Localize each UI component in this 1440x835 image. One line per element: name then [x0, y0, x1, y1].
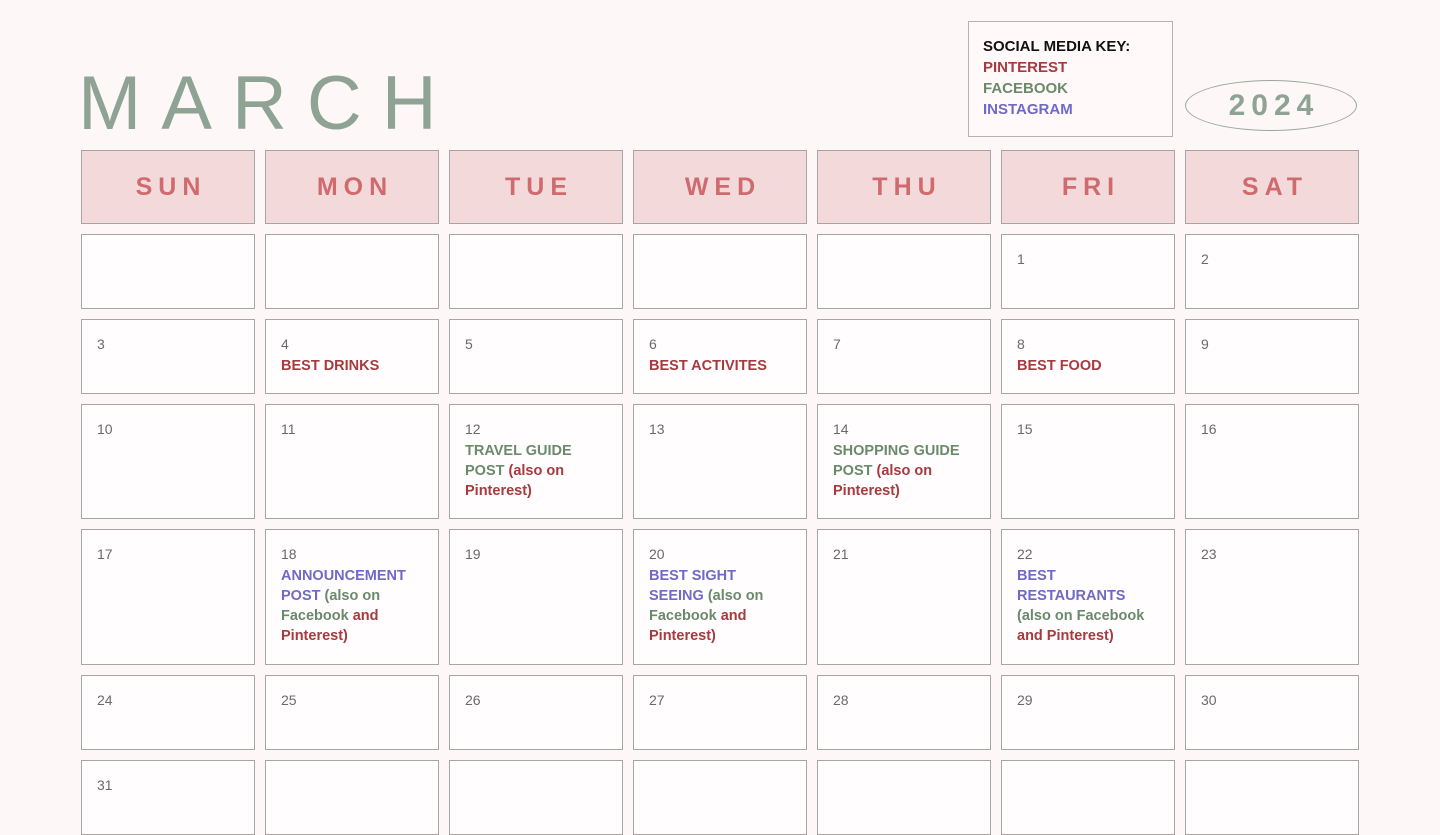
day-cell[interactable]: [817, 760, 991, 835]
day-number: 30: [1201, 692, 1217, 708]
day-cell[interactable]: [81, 234, 255, 309]
week-row: [81, 675, 1359, 750]
day-number: 16: [1201, 421, 1217, 437]
day-number: 2: [1201, 251, 1209, 267]
day-cell[interactable]: [633, 234, 807, 309]
day-cell[interactable]: [449, 760, 623, 835]
event-text: [833, 441, 975, 501]
day-cell[interactable]: [265, 760, 439, 835]
day-cell[interactable]: [1185, 529, 1359, 665]
day-number: 27: [649, 692, 665, 708]
day-number: 29: [1017, 692, 1033, 708]
weekday-header-row: [81, 150, 1359, 224]
day-cell[interactable]: [1001, 404, 1175, 519]
day-number: 26: [465, 692, 481, 708]
day-number: 5: [465, 336, 473, 352]
day-cell[interactable]: [1001, 319, 1175, 394]
day-cell[interactable]: [265, 234, 439, 309]
event-segment-facebook: TRAVEL GUIDE POST: [465, 443, 572, 479]
weekday-wed: WED: [633, 150, 807, 224]
event-segment-pinterest: (also on Pinterest): [833, 463, 933, 499]
day-number: 23: [1201, 546, 1217, 562]
event-segment-instagram: BEST SIGHT SEEING: [649, 568, 737, 604]
day-number: 14: [833, 421, 849, 437]
day-number: 20: [649, 546, 665, 562]
day-cell[interactable]: [81, 319, 255, 394]
week-row: [81, 404, 1359, 519]
day-cell[interactable]: [1185, 404, 1359, 519]
key-pinterest: PINTEREST: [983, 59, 1068, 76]
day-cell[interactable]: [817, 404, 991, 519]
weekday-sat: SAT: [1185, 150, 1359, 224]
calendar-grid: [81, 150, 1359, 835]
event-segment-facebook: SHOPPING GUIDE POST: [833, 443, 960, 479]
day-cell[interactable]: [265, 404, 439, 519]
weekday-mon: MON: [265, 150, 439, 224]
event-text: [281, 356, 423, 376]
event-text: [649, 356, 791, 376]
week-row: [81, 319, 1359, 394]
day-cell[interactable]: [449, 234, 623, 309]
day-cell[interactable]: [265, 319, 439, 394]
event-text: [649, 566, 791, 646]
day-cell[interactable]: [633, 319, 807, 394]
weekday-tue: TUE: [449, 150, 623, 224]
day-cell[interactable]: [81, 404, 255, 519]
day-number: 8: [1017, 336, 1025, 352]
week-row: [81, 529, 1359, 665]
key-facebook: FACEBOOK: [983, 80, 1069, 97]
day-number: 19: [465, 546, 481, 562]
day-cell[interactable]: [449, 529, 623, 665]
weeks-container: [81, 234, 1359, 835]
week-row: [81, 234, 1359, 309]
day-cell[interactable]: [81, 675, 255, 750]
event-segment-pinterest: BEST ACTIVITES: [649, 358, 767, 374]
day-number: 6: [649, 336, 657, 352]
day-number: 17: [97, 546, 113, 562]
day-number: 18: [281, 546, 297, 562]
day-cell[interactable]: [633, 529, 807, 665]
social-media-key: [968, 21, 1173, 137]
day-cell[interactable]: [1185, 319, 1359, 394]
key-title: SOCIAL MEDIA KEY:: [983, 38, 1131, 55]
day-number: 4: [281, 336, 289, 352]
day-cell[interactable]: [449, 404, 623, 519]
day-number: 9: [1201, 336, 1209, 352]
day-cell[interactable]: [449, 675, 623, 750]
event-text: [1017, 566, 1159, 646]
day-cell[interactable]: [265, 529, 439, 665]
event-text: [465, 441, 607, 501]
week-row: [81, 760, 1359, 835]
month-title: MARCH: [78, 61, 457, 146]
day-cell[interactable]: [1185, 234, 1359, 309]
event-segment-pinterest: BEST DRINKS: [281, 358, 380, 374]
day-cell[interactable]: [1001, 529, 1175, 665]
day-number: 15: [1017, 421, 1033, 437]
day-cell[interactable]: [817, 319, 991, 394]
event-segment-facebook: (also on Facebook: [281, 588, 381, 624]
event-text: [281, 566, 423, 646]
year-badge: 2024: [1185, 80, 1357, 131]
day-cell[interactable]: [81, 760, 255, 835]
day-cell[interactable]: [817, 529, 991, 665]
event-segment-facebook: (also on Facebook: [1017, 608, 1145, 624]
day-number: 11: [281, 421, 296, 437]
day-number: 3: [97, 336, 105, 352]
day-cell[interactable]: [633, 675, 807, 750]
weekday-thu: THU: [817, 150, 991, 224]
day-cell[interactable]: [1001, 675, 1175, 750]
day-number: 31: [97, 777, 113, 793]
day-number: 22: [1017, 546, 1033, 562]
day-number: 1: [1017, 251, 1025, 267]
day-cell[interactable]: [633, 404, 807, 519]
event-segment-facebook: (also on Facebook: [649, 588, 764, 624]
event-segment-pinterest: and Pinterest): [1017, 628, 1114, 644]
day-number: 28: [833, 692, 849, 708]
day-cell[interactable]: [1001, 234, 1175, 309]
day-number: 25: [281, 692, 297, 708]
day-number: 10: [97, 421, 113, 437]
event-text: [1017, 356, 1159, 376]
day-number: 13: [649, 421, 665, 437]
day-cell[interactable]: [81, 529, 255, 665]
day-number: 21: [833, 546, 849, 562]
day-cell[interactable]: [1185, 760, 1359, 835]
day-number: 7: [833, 336, 841, 352]
day-cell[interactable]: [633, 760, 807, 835]
day-cell[interactable]: [449, 319, 623, 394]
day-cell[interactable]: [817, 675, 991, 750]
event-segment-pinterest: (also on Pinterest): [465, 463, 565, 499]
event-segment-pinterest: BEST FOOD: [1017, 358, 1102, 374]
event-segment-instagram: ANNOUNCEMENT POST: [281, 568, 406, 604]
weekday-sun: SUN: [81, 150, 255, 224]
day-number: 12: [465, 421, 481, 437]
day-cell[interactable]: [817, 234, 991, 309]
event-segment-pinterest: and Pinterest): [649, 608, 747, 644]
event-segment-instagram: BEST RESTAURANTS: [1017, 568, 1126, 604]
day-number: 24: [97, 692, 113, 708]
weekday-fri: FRI: [1001, 150, 1175, 224]
day-cell[interactable]: [1185, 675, 1359, 750]
day-cell[interactable]: [265, 675, 439, 750]
event-segment-pinterest: and Pinterest): [281, 608, 379, 644]
key-instagram: INSTAGRAM: [983, 101, 1073, 118]
day-cell[interactable]: [1001, 760, 1175, 835]
